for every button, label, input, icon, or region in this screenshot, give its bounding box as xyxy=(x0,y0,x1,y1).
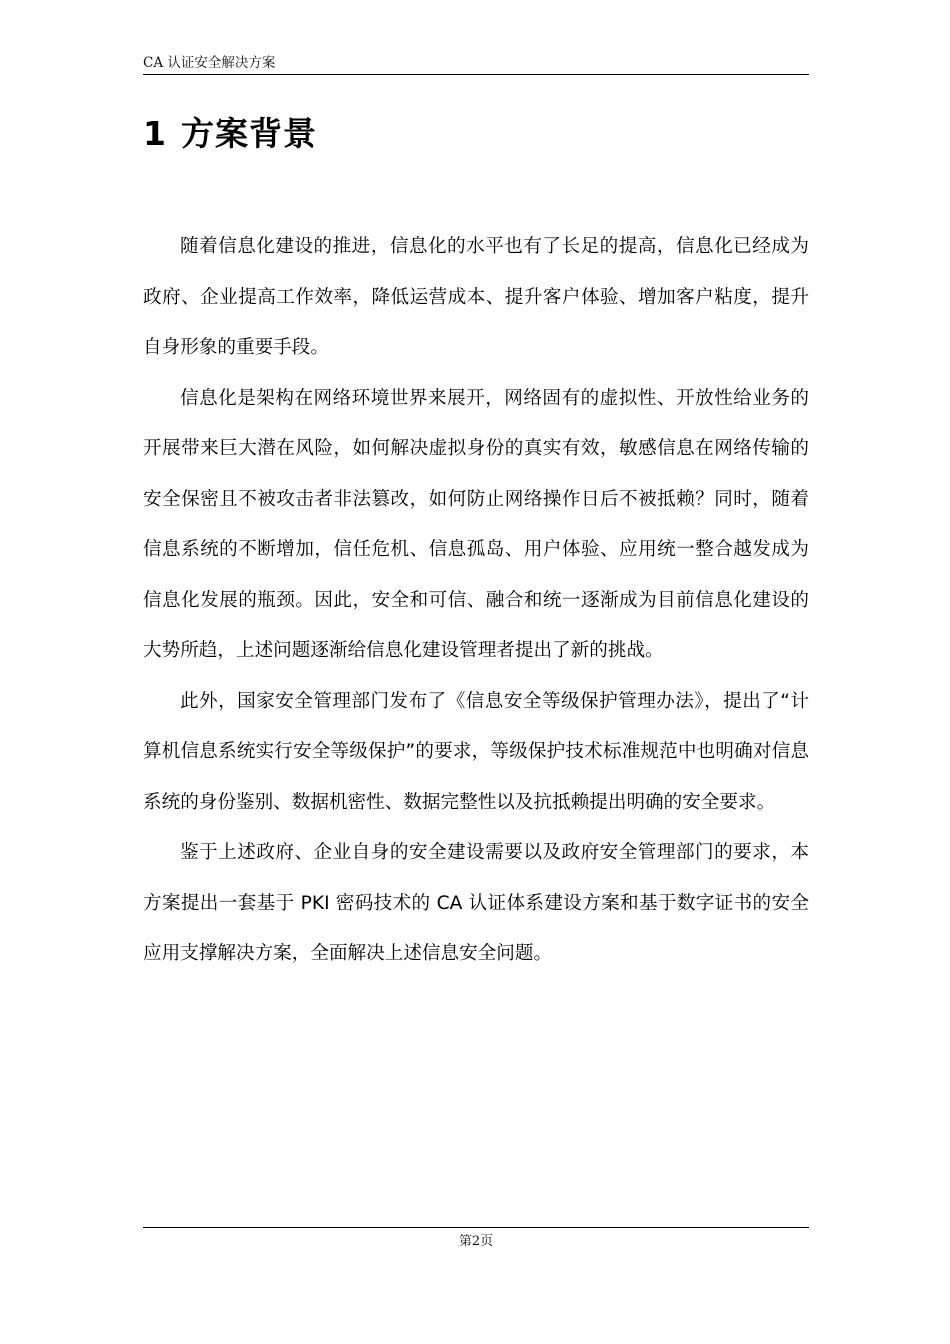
body-text xyxy=(143,222,809,980)
page-footer xyxy=(143,1227,809,1249)
paragraph-2: 信息化是架构在网络环境世界来展开，网络固有的虚拟性、开放性给业务的开展带来巨大潜在风险，如何解决虚拟身份的真实有效，敏感信息在网络传输的安全保密且不被攻击者非法篡改，如何防止网络操作日后不被抵赖？同时，随着信息系统的不断增加，信任危机、信息孤岛、用户体验、应用统一整合越发成为信息化发展的瓶颈。因此，安全和可信、融合和统一逐渐成为目前信息化建设的大势所趋，上述问题逐渐给信息化建设管理者提出了新的挑战。 xyxy=(143,387,809,661)
paragraph-3: 此外，国家安全管理部门发布了《信息安全等级保护管理办法》，提出了“计算机信息系统实行安全等级保护”的要求，等级保护技术标准规范中也明确对信息系统的身份鉴别、数据机密性、数据完整性以及抗抵赖提出明确的安全要求。 xyxy=(143,690,809,813)
paragraph-4: 鉴于上述政府、企业自身的安全建设需要以及政府安全管理部门的要求，本方案提出一套基于 PKI 密码技术的 CA 认证体系建设方案和基于数字证书的安全应用支撑解决方案，全面解决上述信息安全问题。 xyxy=(143,842,809,964)
page-number: 第2页 xyxy=(458,1234,494,1249)
section-heading xyxy=(143,112,317,156)
section-number: 1 xyxy=(143,114,167,153)
section-title: 方案背景 xyxy=(180,114,317,153)
page-header xyxy=(143,54,809,75)
header-title: CA 认证安全解决方案 xyxy=(143,55,276,71)
paragraph-1: 随着信息化建设的推进，信息化的水平也有了长足的提高，信息化已经成为政府、企业提高工作效率，降低运营成本、提升客户体验、增加客户粘度，提升自身形象的重要手段。 xyxy=(143,236,809,358)
